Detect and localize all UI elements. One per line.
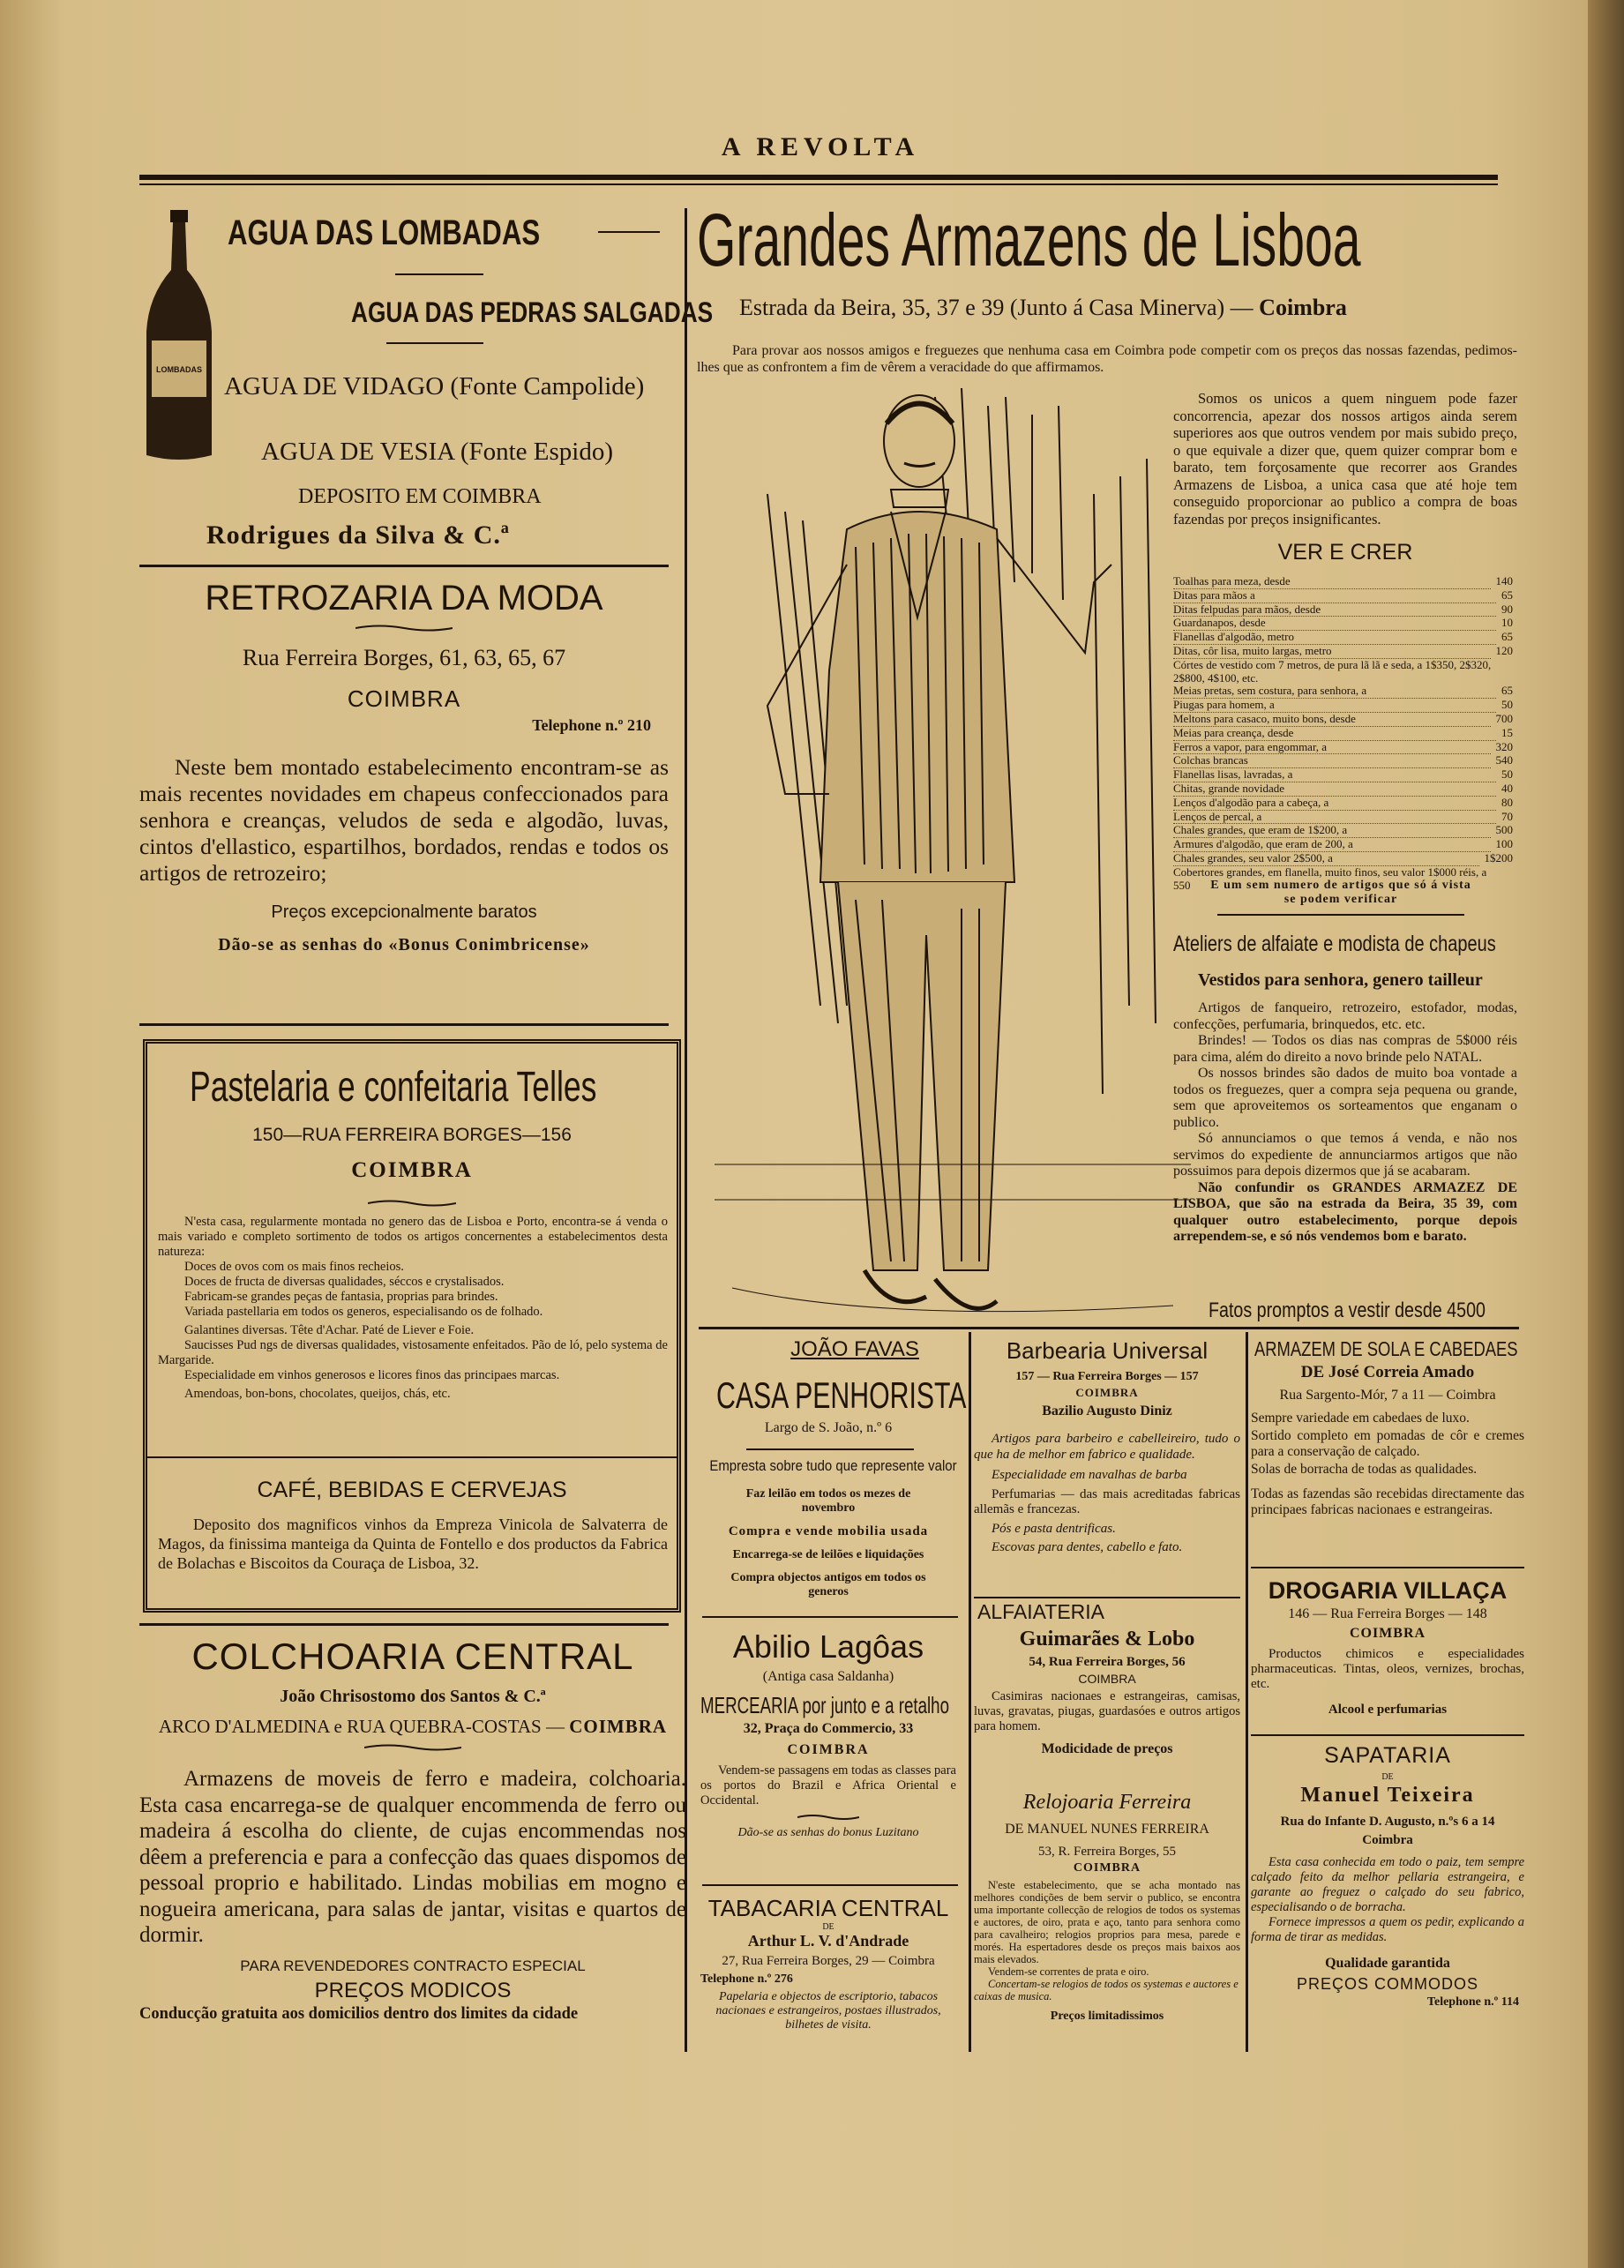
- pastelaria-advert: [143, 1039, 681, 1613]
- alfaiateria-body: Casimiras nacionaes e estrangeiras, camisas, luvas, gravatas, piugas, guardasóes e outros artigos para homem.: [974, 1689, 1240, 1733]
- pastelaria-item: Galantines diversas. Tête d'Achar. Paté de Liever e Foie.: [184, 1323, 475, 1337]
- price-row: Ditas, côr lisa, muito largas, metro 120: [1173, 643, 1513, 657]
- relojoaria-prices: Preços limitadissimos: [1050, 2010, 1164, 2023]
- cafe-body: Deposito dos magnificos vinhos da Empreza Vinicola de Salvaterra de Magos, da finissima manteiga da Quinta de Fontello e dos productos da Fabrica de Bolachas e Biscoitos da Couraça de Lisboa, 32.: [158, 1516, 668, 1572]
- price-row: Flanellas d'algodão, metro 65: [1173, 630, 1513, 644]
- alfaiateria-advert: [974, 1597, 1240, 1782]
- sapataria-city: Coimbra: [1362, 1833, 1413, 1847]
- alfaiateria-prices: Modicidade de preços: [1041, 1741, 1173, 1756]
- pastelaria-address: 150—RUA FERREIRA BORGES—156: [252, 1125, 572, 1145]
- armazens-body-2: Brindes! — Todos os dias nas compras de 5$000 réis para cima, além do direito a novo brinde pelo NATAL.: [1173, 1033, 1517, 1065]
- column-divider: [1246, 1332, 1248, 2052]
- alfaiateria-city: COIMBRA: [1078, 1672, 1136, 1686]
- flourish-line: [598, 231, 660, 233]
- retrozaria-body: Neste bem montado estabelecimento encontram-se as mais recentes novidades em chapeus confeccionados para senhora e creanças, veludos de seda e algodão, luvas, cintos d'ellastico, espartilhos, bordados, rendas e todos os artigos de retrozeiro;: [139, 754, 669, 886]
- retrozaria-title: RETROZARIA DA MODA: [205, 579, 603, 618]
- retrozaria-bonus: Dão-se as senhas do «Bonus Conimbricense»: [218, 935, 590, 954]
- barbearia-advert: [974, 1337, 1240, 1602]
- abilio-sub: (Antiga casa Saldanha): [762, 1669, 894, 1684]
- relojoaria-advert: [974, 1782, 1240, 2055]
- barbearia-line-4: Pós e pasta dentrificas.: [992, 1521, 1116, 1536]
- joao-title: CASA PENHORISTA: [716, 1374, 967, 1416]
- price-row: Chitas, grande novidade 40: [1173, 781, 1513, 795]
- sola-line-3: Solas de borracha de todas as qualidades.: [1251, 1462, 1478, 1477]
- man-in-suit-illustration: [715, 388, 1191, 1332]
- agua-advert: [139, 208, 714, 561]
- sola-owner: DE José Correia Amado: [1300, 1363, 1475, 1381]
- column-divider: [969, 1332, 971, 2052]
- retrozaria-city: COIMBRA: [347, 685, 461, 712]
- price-row: Toalhas para meza, desde 140: [1173, 574, 1513, 588]
- joao-line-4: Encarrega-se de leilões e liquidações: [732, 1548, 924, 1561]
- armazem-sola-advert: [1251, 1337, 1524, 1567]
- sapataria-advert: [1251, 1734, 1524, 2055]
- section-rule: [139, 1023, 669, 1026]
- barbearia-address: 157 — Rua Ferreira Borges — 157: [1015, 1370, 1199, 1383]
- price-row: Córtes de vestido com 7 metros, de pura lã lã e seda, a 1$350, 2$320, 2$800, 4$100, etc.: [1173, 658, 1492, 685]
- newspaper-masthead: A REVOLTA: [721, 132, 920, 161]
- price-row: Ditas para mãos a 65: [1173, 588, 1513, 602]
- casa-penhorista-advert: [693, 1337, 967, 1611]
- pastelaria-intro: N'esta casa, regularmente montada no genero das de Lisboa e Porto, encontra-se á venda o mais variado e completo sortimento de todos os artigos concernentes a estabelecimentos desta natureza:: [158, 1215, 668, 1259]
- pastelaria-item: Amendoas, bon-bons, chocolates, queijos, chás, etc.: [184, 1387, 451, 1401]
- bottle-label-text: LOMBADAS: [156, 365, 202, 374]
- price-row: Piugas para homem, a 50: [1173, 698, 1513, 712]
- barbearia-line-5: Escovas para dentes, cabello e fato.: [992, 1540, 1183, 1554]
- abilio-title: Abilio Lagôas: [732, 1628, 924, 1665]
- cafe-title: CAFÉ, BEBIDAS E CERVEJAS: [257, 1478, 567, 1502]
- colchoaria-delivery: Conducção gratuita aos domicilios dentro dos limites da cidade: [139, 2004, 579, 2023]
- drogaria-title: DROGARIA VILLAÇA: [1268, 1577, 1508, 1604]
- header-rule: [139, 175, 1498, 180]
- fatos-line: Fatos promptos a vestir desde 4500: [1209, 1299, 1486, 1322]
- pastelaria-item: Fabricam-se grandes peças de fantasia, proprias para brindes.: [184, 1290, 498, 1304]
- colchoaria-owner: João Chrisostomo dos Santos & C.ª: [280, 1687, 546, 1706]
- section-rule: [1251, 1567, 1524, 1568]
- section-rule: [746, 1448, 914, 1450]
- section-rule: [1251, 1734, 1524, 1736]
- flourish-ornament: [368, 1199, 456, 1208]
- box-rule: [147, 1456, 677, 1458]
- price-row: Meltons para casaco, muito bons, desde 700: [1173, 711, 1513, 725]
- price-row: Lenços de percal, a 70: [1173, 809, 1513, 823]
- pastelaria-title: Pastelaria e confeitaria Telles: [190, 1064, 597, 1111]
- barbearia-title: Barbearia Universal: [1006, 1337, 1209, 1364]
- drogaria-city: COIMBRA: [1349, 1626, 1426, 1641]
- sapataria-owner: Manuel Teixeira: [1300, 1784, 1475, 1807]
- armazens-advert: [697, 194, 1526, 1327]
- flourish-ornament: [355, 624, 453, 632]
- joao-line-3: Compra e vende mobilia usada: [728, 1524, 929, 1538]
- armazens-intro: Para provar aos nossos amigos e freguezes que nenhuma casa em Coimbra pode competir com os preços das nossas fazendas, pedimos-lhes que as confrontem a fim de vêrem a veracidade do que affirmamos.: [697, 343, 1517, 375]
- price-row: Flanellas lisas, lavradas, a 50: [1173, 767, 1513, 782]
- joao-address: Largo de S. João, n.º 6: [764, 1420, 893, 1435]
- relojoaria-address: 53, R. Ferreira Borges, 55: [1038, 1845, 1176, 1859]
- tabacaria-address: 27, Rua Ferreira Borges, 29 — Coimbra: [722, 1954, 935, 1968]
- joao-line-2: Faz leilão em todos os mezes de novembro: [745, 1487, 911, 1515]
- armazens-address: Estrada da Beira, 35, 37 e 39 (Junto á Casa Minerva) —: [739, 295, 1254, 320]
- drogaria-advert: [1251, 1567, 1524, 1734]
- price-row: Ditas felpudas para mãos, desde 90: [1173, 602, 1513, 616]
- agua-line-6: Rodrigues da Silva & C.ª: [206, 520, 510, 550]
- pastelaria-item: Saucisses Pud ngs de diversas qualidades, vistosamente enfeitados. Pão de ló, pelo systema de Margaride.: [158, 1338, 668, 1367]
- sola-line-4: Todas as fazendas são recebidas directamente das principaes fabricas nacionaes e estrangeiras.: [1251, 1486, 1524, 1517]
- relojoaria-body: N'este estabelecimento, que se acha montado nas melhores condições de bem servir o publico, se encontra uma importante collecção de relogios de todos os systemas e auctores, de oiro, prata e aço, tanto para senhora como para cavalheiro; relogios proprios para mesa, parede e morés. Ha espertadores desde os preços mais baixos aos mais elevados.: [974, 1879, 1240, 1965]
- retrozaria-phone: Telephone n.º 210: [532, 716, 651, 734]
- pastelaria-item: Especialidade em vinhos generosos e licores finos das principaes marcas.: [184, 1368, 560, 1382]
- colchoaria-city: COIMBRA: [569, 1716, 668, 1737]
- section-rule: [702, 1616, 958, 1618]
- colchoaria-resellers: PARA REVENDEDORES CONTRACTO ESPECIAL: [240, 1957, 586, 1974]
- sapataria-quality: Qualidade garantida: [1325, 1956, 1450, 1971]
- retrozaria-address: Rua Ferreira Borges, 61, 63, 65, 67: [242, 645, 566, 670]
- alfaiateria-name: Guimarães & Lobo: [1019, 1628, 1195, 1650]
- tabacaria-advert: [693, 1888, 963, 2055]
- flourish-ornament: [364, 1743, 461, 1752]
- armazens-body-1: Artigos de fanqueiro, retrozeiro, estofador, modas, confecções, perfumaria, brinquedos, etc. etc.: [1173, 1000, 1517, 1032]
- abilio-address: 32, Praça do Commercio, 33: [743, 1721, 914, 1736]
- colchoaria-address: ARCO D'ALMEDINA e RUA QUEBRA-COSTAS —: [158, 1716, 565, 1737]
- sola-line-2: Sortido completo em pomadas de côr e cremes para a conservação de calçado.: [1251, 1428, 1524, 1459]
- retrozaria-prices: Preços excepcionalmente baratos: [271, 902, 537, 922]
- joao-name: JOÃO FAVAS: [790, 1337, 919, 1361]
- agua-line-4: AGUA DE VESIA (Fonte Espido): [261, 438, 614, 466]
- agua-line-2: AGUA DAS PEDRAS SALGADAS: [351, 296, 714, 328]
- price-row: Meias para creança, desde 15: [1173, 725, 1513, 739]
- section-rule: [1217, 914, 1464, 916]
- sapataria-de: DE: [1381, 1772, 1394, 1782]
- colchoaria-body: Armazens de moveis de ferro e madeira, colchoaria. Esta casa encarrega-se de qualquer encommenda de ferro ou madeira á escolha do cliente, de cujas encommendas nos dêem a preferencia e para a confecção das quaes dispomos de pessoal proprio e habilitado. Lindas mobilias em mogno e nogueira americana, para salas de jantar, visitas e quartos de dormir.: [139, 1767, 686, 1947]
- sapataria-prices: PREÇOS COMMODOS: [1296, 1975, 1478, 1993]
- sola-line-1: Sempre variedade em cabedaes de luxo.: [1251, 1411, 1470, 1426]
- header-rule-thin: [139, 183, 1498, 185]
- agua-line-5: DEPOSITO EM COIMBRA: [298, 485, 542, 508]
- tabacaria-body: Papelaria e objectos de escriptorio, tabacos nacionaes e estrangeiros, postaes illustrados, bilhetes de visita.: [715, 1990, 941, 2032]
- alfaiateria-title: ALFAIATERIA: [977, 1600, 1105, 1623]
- section-rule: [702, 1884, 958, 1886]
- price-row: Meias pretas, sem costura, para senhora, a 65: [1173, 684, 1513, 698]
- drogaria-body: Productos chimicos e especialidades pharmaceuticas. Tintas, oleos, vernizes, brochas, etc.: [1251, 1647, 1524, 1691]
- relojoaria-city: COIMBRA: [1073, 1861, 1141, 1875]
- drogaria-address: 146 — Rua Ferreira Borges — 148: [1288, 1606, 1487, 1621]
- sapataria-address: Rua do Infante D. Augusto, n.ºs 6 a 14: [1280, 1815, 1495, 1829]
- price-row: Colchas brancas 540: [1173, 753, 1513, 767]
- abilio-city: COIMBRA: [787, 1742, 870, 1757]
- price-row: Ferros a vapor, para engommar, a 320: [1173, 739, 1513, 753]
- armazens-body-5: Não confundir os GRANDES ARMAZEZ DE LISBOA, que são na estrada da Beira, 35 39, com qualquer outro estabelecimento, porque depois arrependem-se, e só nós vendemos bom e barato.: [1173, 1179, 1517, 1244]
- sapataria-body: Esta casa conhecida em todo o paiz, tem sempre calçado feito da melhor pellaria estrangeira, e garante ao freguez o calçado do seu fabrico, especialisando o de borracha.: [1251, 1855, 1524, 1914]
- armazens-body-4: Só annunciamos o que temos á venda, e não nos servimos do expediente de annunciarmos artigos que não possuimos para depois dizermos que já se acabaram.: [1173, 1131, 1517, 1179]
- barbearia-owner: Bazilio Augusto Diniz: [1042, 1403, 1172, 1418]
- tabacaria-de: DE: [822, 1922, 834, 1932]
- tabacaria-owner: Arthur L. V. d'Andrade: [747, 1932, 909, 1950]
- tabacaria-phone: Telephone n.º 276: [700, 1972, 793, 1986]
- relojoaria-title: Relojoaria Ferreira: [1022, 1791, 1192, 1814]
- sapataria-body-2: Fornece impressos a quem os pedir, explicando a forma de tirar as medidas.: [1251, 1915, 1524, 1944]
- price-row: Chales grandes, seu valor 2$500, a 1$200: [1173, 850, 1513, 865]
- relojoaria-owner: DE MANUEL NUNES FERREIRA: [1005, 1822, 1209, 1837]
- barbearia-line-1: Artigos para barbeiro e cabelleireiro, tudo o que ha de melhor em fabrico e qualidade.: [974, 1432, 1240, 1462]
- agua-line-1: AGUA DAS LOMBADAS: [228, 213, 541, 252]
- pastelaria-item: Doces de fructa de diversas qualidades, séccos e crystalisados.: [184, 1275, 505, 1289]
- agua-line-3: AGUA DE VIDAGO (Fonte Campolide): [224, 372, 645, 400]
- pastelaria-item: Variada pastellaria em todos os generos, especialisando os de folhado.: [184, 1305, 543, 1319]
- joao-line-5: Compra objectos antigos em todos os generos: [730, 1571, 926, 1598]
- price-row: Cobertores grandes, em flanella, muito finos, seu valor 1$000 réis, a 550: [1173, 865, 1487, 892]
- armazens-title: Grandes Armazens de Lisboa: [697, 198, 1361, 281]
- flourish-ornament: [797, 1814, 859, 1821]
- section-rule: [974, 1597, 1240, 1598]
- alfaiateria-address: 54, Rua Ferreira Borges, 56: [1029, 1655, 1186, 1669]
- colchoaria-prices: PREÇOS MODICOS: [314, 1978, 512, 2002]
- sola-title: ARMAZEM DE SOLA E CABEDAES: [1254, 1337, 1518, 1360]
- armazens-city: Coimbra: [1259, 295, 1347, 320]
- barbearia-city: COIMBRA: [1075, 1386, 1139, 1399]
- price-row: Lenços d'algodão para a cabeça, a 80: [1173, 795, 1513, 809]
- price-row: Chales grandes, que eram de 1$200, a 500: [1173, 823, 1513, 837]
- armazens-side-text: Somos os unicos a quem ninguem pode fazer concorrencia, apezar dos nossos artigos ainda serem superiores aos que outros vendem por mais subido preço, o que equivale a dizer que, quem quizer comprar bom e barato, tem forçosamente que recorrer aos Grandes Armazens de Lisboa, a unica casa que até hoje tem conseguido proporcionar ao publico a compra de boas fazendas por preços insignificantes.: [1173, 390, 1517, 528]
- sapataria-phone: Telephone n.º 114: [1426, 1995, 1519, 2009]
- ateliers-title: Ateliers de alfaiate e modista de chapeus: [1173, 932, 1496, 956]
- abilio-lagoas-advert: [693, 1623, 963, 1888]
- flourish-line: [386, 342, 483, 344]
- sola-address: Rua Sargento-Mór, 7 a 11 — Coimbra: [1279, 1388, 1496, 1403]
- abilio-body: Vendem-se passagens em todas as classes para os portos do Brazil e Africa Oriental e Occidental.: [700, 1763, 956, 1808]
- section-rule: [139, 1623, 669, 1626]
- price-row: Guardanapos, desde 10: [1173, 616, 1513, 630]
- colchoaria-title: COLCHOARIA CENTRAL: [191, 1636, 634, 1677]
- bottle-illustration: [139, 208, 219, 464]
- price-list: [1173, 575, 1513, 892]
- tailleur-title: Vestidos para senhora, genero tailleur: [1198, 970, 1483, 990]
- barbearia-line-3: Perfumarias — das mais acreditadas fabricas allemãs e francezas.: [974, 1486, 1240, 1516]
- colchoaria-advert: [139, 1636, 686, 2068]
- more-items: E um sem numero de artigos que só á vista se podem verificar: [1210, 879, 1471, 906]
- sapataria-title: SAPATARIA: [1324, 1743, 1451, 1768]
- page-edge: [1588, 0, 1624, 2268]
- ver-e-crer-title: VER E CRER: [1277, 540, 1413, 565]
- abilio-bonus: Dão-se as senhas do bonus Luzitano: [737, 1826, 919, 1839]
- section-rule: [139, 565, 669, 567]
- flourish-line: [395, 273, 483, 275]
- pastelaria-item: Doces de ovos com os mais finos recheios.: [184, 1260, 404, 1274]
- joao-line-1: Empresta sobre tudo que represente valor: [709, 1457, 957, 1474]
- retrozaria-advert: [139, 573, 669, 1014]
- pastelaria-city: COIMBRA: [351, 1158, 473, 1182]
- tabacaria-title: TABACARIA CENTRAL: [707, 1895, 949, 1921]
- relojoaria-body-2: Vendem-se correntes de prata e oiro.: [988, 1965, 1149, 1978]
- drogaria-alcool: Alcool e perfumarias: [1328, 1703, 1448, 1717]
- price-row: Armures d'algodão, que eram de 200, a 100: [1173, 837, 1513, 851]
- abilio-mercearia: MERCEARIA por junto e a retalho: [700, 1692, 949, 1718]
- barbearia-line-2: Especialidade em navalhas de barba: [992, 1468, 1187, 1482]
- armazens-body-3: Os nossos brindes são dados de muito boa vontade a todos os freguezes, quer a compra seja pequena ou grande, sem que aproveitemos os sorteamentos que enganam o publico.: [1173, 1066, 1517, 1130]
- relojoaria-body-3: Concertam-se relogios de todos os systemas e auctores e caixas de musica.: [974, 1978, 1239, 2002]
